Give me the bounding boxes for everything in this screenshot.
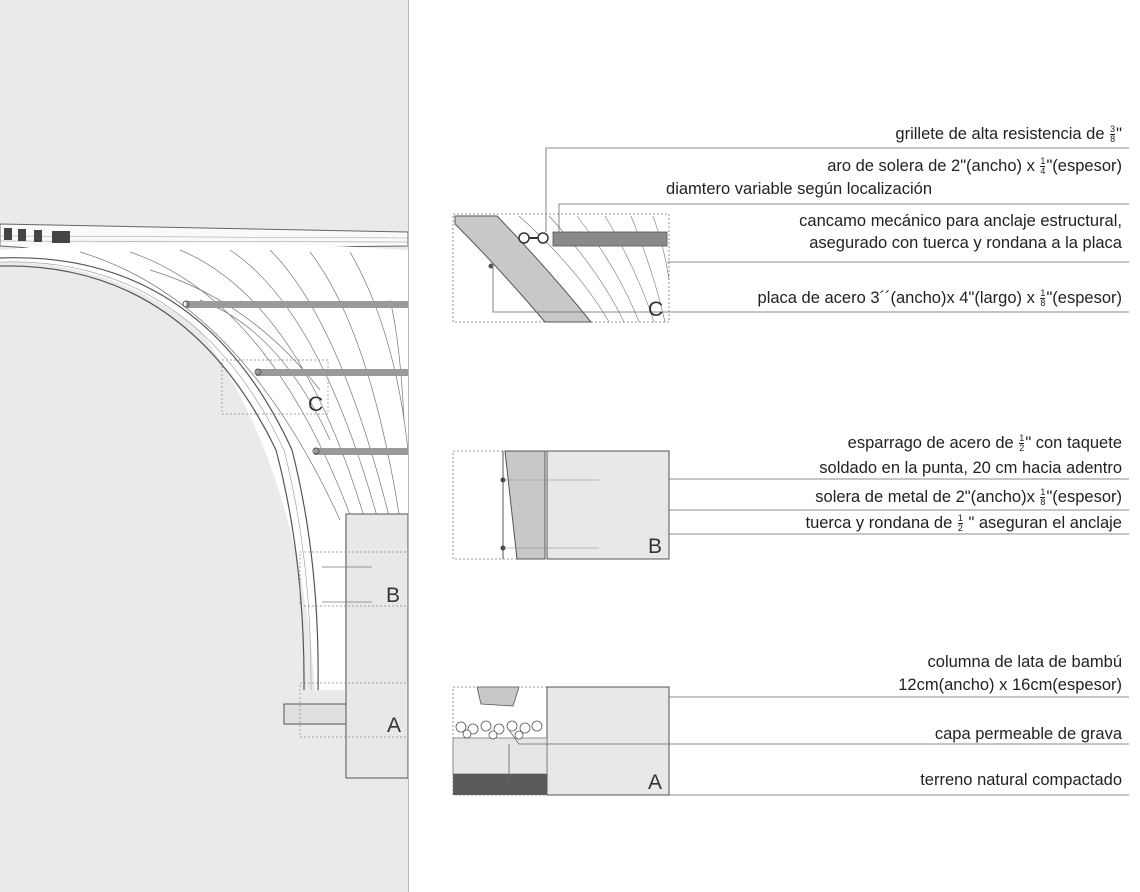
label-soldado: soldado en la punta, 20 cm hacia adentro (819, 459, 1122, 477)
overview-drawing (0, 0, 408, 892)
label-aro-solera: aro de solera de 2"(ancho) x $\frac{1}{4}$ "(espesor) (827, 156, 1122, 177)
overview-letter-c: C (308, 393, 324, 416)
steel-rod-1 (186, 301, 408, 308)
detail-c-drawing (453, 214, 669, 322)
steel-rod-2 (256, 369, 408, 376)
label-columna-line1: columna de lata de bambú (927, 653, 1122, 671)
detail-a-drawing (453, 687, 669, 795)
label-diametro: diamtero variable según localización (666, 180, 932, 198)
footing (284, 704, 346, 724)
label-columna-line2: 12cm(ancho) x 16cm(espesor) (898, 676, 1122, 694)
label-terreno: terreno natural compactado (920, 771, 1122, 789)
overview-panel (0, 0, 409, 892)
label-esparrago: esparrago de acero de $\frac{1}{2}$ " con taquete (847, 433, 1122, 454)
label-placa: placa de acero 3´´(ancho)x 4"(largo) x $\frac{1}{8}$ "(espesor) (757, 288, 1122, 309)
detail-a-letter: A (648, 771, 663, 794)
detail-c-letter: C (648, 298, 664, 321)
detail-b-drawing (453, 451, 669, 559)
label-grillete: grillete de alta resistencia de $\frac{3}{8}$ " (895, 124, 1122, 145)
steel-rod-3 (314, 448, 408, 455)
label-capa-grava: capa permeable de grava (934, 725, 1122, 743)
label-solera-metal: solera de metal de 2"(ancho)x $\frac{1}{8}$ "(espesor) (815, 487, 1122, 508)
label-cancamo-line1: cancamo mecánico para anclaje estructural, (799, 212, 1122, 230)
details-panel (409, 0, 1140, 892)
overview-letter-a: A (387, 714, 402, 737)
label-tuerca: tuerca y rondana de $\frac{1}{2}$ " aseguran el anclaje (805, 513, 1122, 534)
overview-letter-b: B (386, 584, 401, 607)
detail-b-letter: B (648, 535, 663, 558)
bamboo-column (346, 514, 408, 778)
label-cancamo-line2: asegurado con tuerca y rondana a la placa (809, 234, 1122, 252)
